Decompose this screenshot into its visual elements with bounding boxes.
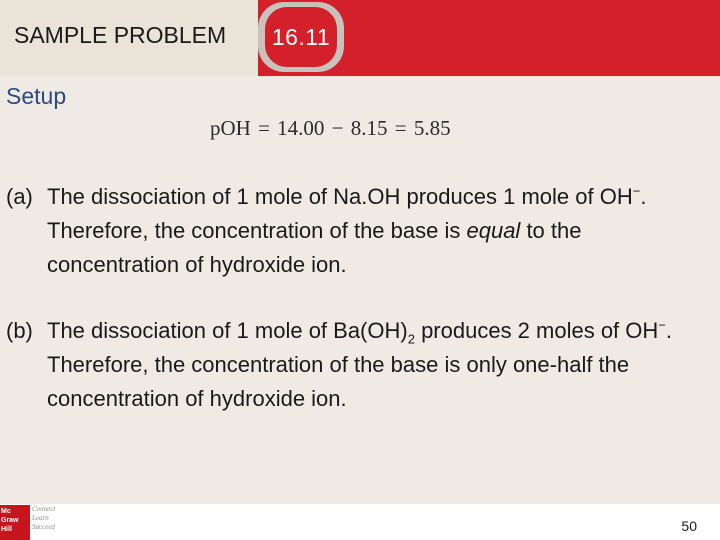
tagline-line-3: Succeed	[32, 523, 55, 531]
setup-label: Setup	[6, 83, 67, 109]
problem-number-badge	[258, 2, 344, 72]
part-b-text-3: . Therefore, the concentration of the base is only one-half the concentration of hydroxide ion.	[47, 318, 673, 411]
part-b-text-2: produces 2 moles of OH	[414, 318, 659, 343]
tagline-line-1: Connect	[32, 505, 56, 513]
mcgraw-hill-logo	[0, 505, 30, 540]
part-b-marker: (b)	[6, 318, 33, 343]
header-title: SAMPLE PROBLEM	[14, 22, 227, 48]
part-a-marker: (a)	[6, 184, 33, 209]
part-a-paragraph	[6, 180, 714, 282]
logo-line-2: Graw	[1, 517, 19, 524]
part-a-text-2: . Therefore, the concentration of the base is	[47, 184, 647, 243]
logo-text	[1, 507, 29, 534]
tagline-line-2: Learn	[32, 514, 49, 522]
publisher-tagline	[32, 505, 76, 532]
logo-line-3: Hill	[1, 526, 12, 533]
part-a-body	[47, 180, 714, 282]
part-b-paragraph	[6, 314, 714, 416]
header-title-panel	[0, 0, 258, 76]
problem-number: 16.11	[271, 23, 331, 50]
part-a-superscript: −	[632, 183, 641, 199]
part-b-text-1: The dissociation of 1 mole of Ba(OH)	[47, 318, 408, 343]
part-b-superscript: −	[658, 317, 666, 333]
footer-bar	[0, 504, 720, 540]
part-a-text-3: to the concentration of hydroxide ion.	[47, 218, 582, 277]
logo-line-1: Mc	[1, 508, 11, 515]
part-b-subscript: 2	[407, 331, 415, 347]
header-bar	[0, 0, 720, 76]
page-number: 50	[681, 518, 697, 534]
part-a-text-1: The dissociation of 1 mole of Na.OH produces 1 mole of OH	[47, 184, 633, 209]
part-b-body	[47, 314, 714, 416]
poh-equation: pOH = 14.00 − 8.15 = 5.85	[210, 116, 451, 140]
problem-number-badge-fill	[265, 7, 337, 67]
part-a-emphasis: equal	[466, 218, 521, 243]
